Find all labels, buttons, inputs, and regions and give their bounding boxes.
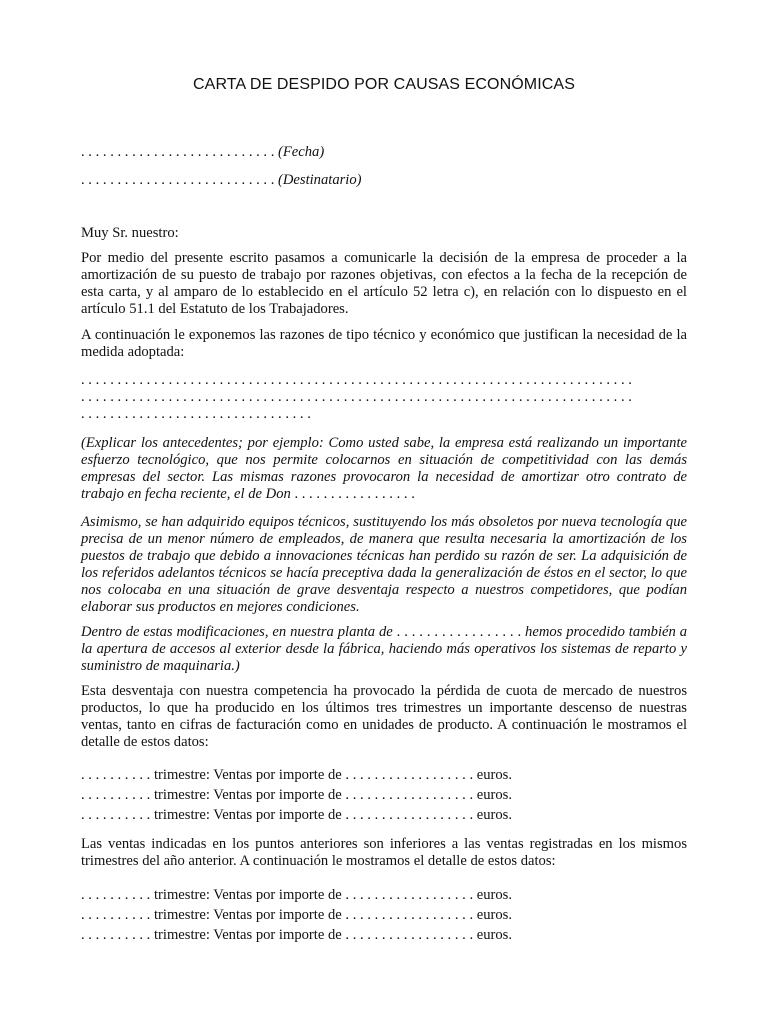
dotted-fill-line: . . . . . . . . . . . . . . . . . . . . . . . . . . . . . . . . . . . . . . . . . . . . . . . . . . . . . . . . . . . . . . . . . . . . . . . . . . . . [81, 372, 632, 388]
italic-modificaciones-dots: . . . . . . . . . . . . . . . . . [392, 624, 526, 640]
italic-antecedentes-text: (Explicar los antecedentes; por ejemplo: Como usted sabe, la empresa está realizando un importante esfuerzo tecnológico, que nos permite colocarnos en situación de competitividad con las demás empresas del sector. Las mismas razones provocaron la necesidad de amortizar otro contrato de trabajo en fecha reciente, el de Don [81, 435, 687, 502]
paragraph-razones: A continuación le exponemos las razones de tipo técnico y económico que justifican la necesidad de la medida adoptada: [81, 327, 687, 360]
italic-antecedentes-dots: . . . . . . . . . . . . . . . . . [290, 486, 415, 502]
sales-list-current [81, 765, 687, 825]
italic-modificaciones-start: Dentro de estas modificaciones, en nuestra planta de [81, 624, 393, 640]
fecha-dots: . . . . . . . . . . . . . . . . . . . . . . . . . . . [81, 144, 279, 160]
sales-line: . . . . . . . . . . trimestre: Ventas por importe de . . . . . . . . . . . . . . . . . . euros. [81, 807, 512, 823]
destinatario-label: (Destinatario) [278, 172, 362, 188]
sales-line: . . . . . . . . . . trimestre: Ventas por importe de . . . . . . . . . . . . . . . . . . euros. [81, 927, 512, 943]
destinatario-dots: . . . . . . . . . . . . . . . . . . . . . . . . . . . [81, 172, 279, 188]
sales-line: . . . . . . . . . . trimestre: Ventas por importe de . . . . . . . . . . . . . . . . . . euros. [81, 767, 512, 783]
sales-line: . . . . . . . . . . trimestre: Ventas por importe de . . . . . . . . . . . . . . . . . . euros. [81, 787, 512, 803]
sales-list-previous [81, 885, 687, 945]
italic-equipos: Asimismo, se han adquirido equipos técnicos, sustituyendo los más obsoletos por nueva tecnología que precisa de un menor número de empleados, de manera que resulta necesaria la amortización de los puestos de trabajo que debido a innovaciones técnicas han perdido su razón de ser. La adquisición de los referidos adelantos técnicos se hacía preceptiva dada la generalización de éstos en el sector, lo que nos colocaba en una situación de grave desventaja respecto a nuestros competidores, que podían elaborar sus productos en mejores condiciones. [81, 514, 687, 615]
dotted-fill-line: . . . . . . . . . . . . . . . . . . . . . . . . . . . . . . . . [81, 406, 311, 422]
fecha-line [81, 144, 687, 161]
paragraph-comparacion: Las ventas indicadas en los puntos anteriores son inferiores a las ventas registradas en los mismos trimestres del año anterior. A continuación le mostramos el detalle de estos datos: [81, 836, 687, 869]
destinatario-line [81, 172, 687, 189]
sales-line: . . . . . . . . . . trimestre: Ventas por importe de . . . . . . . . . . . . . . . . . . euros. [81, 907, 512, 923]
document-title: CARTA DE DESPIDO POR CAUSAS ECONÓMICAS [193, 76, 575, 93]
italic-antecedentes [81, 435, 687, 503]
fecha-label: (Fecha) [278, 144, 325, 160]
sales-line: . . . . . . . . . . trimestre: Ventas por importe de . . . . . . . . . . . . . . . . . . euros. [81, 887, 512, 903]
salutation: Muy Sr. nuestro: [81, 225, 179, 241]
italic-modificaciones-end: hemos procedido también a la apertura de accesos al exterior desde la fábrica, haciendo más operativos los sistemas de reparto y suministro de maquinaria.) [81, 624, 687, 674]
italic-modificaciones [81, 624, 687, 675]
paragraph-intro: Por medio del presente escrito pasamos a comunicarle la decisión de la empresa de proceder a la amortización de su puesto de trabajo por razones objetivas, con efectos a la fecha de la recepción de esta carta, y al amparo de lo establecido en el artículo 52 letra c), en relación con lo dispuesto en el artículo 51.1 del Estatuto de los Trabajadores. [81, 250, 687, 317]
paragraph-desventaja: Esta desventaja con nuestra competencia ha provocado la pérdida de cuota de mercado de nuestros productos, lo que ha producido en los últimos tres trimestres un importante descenso de nuestras ventas, tanto en cifras de facturación como en unidades de producto. A continuación le mostramos el detalle de estos datos: [81, 683, 687, 750]
dotted-fill-block [81, 372, 687, 423]
dotted-fill-line: . . . . . . . . . . . . . . . . . . . . . . . . . . . . . . . . . . . . . . . . . . . . . . . . . . . . . . . . . . . . . . . . . . . . . . . . . . . . [81, 389, 632, 405]
